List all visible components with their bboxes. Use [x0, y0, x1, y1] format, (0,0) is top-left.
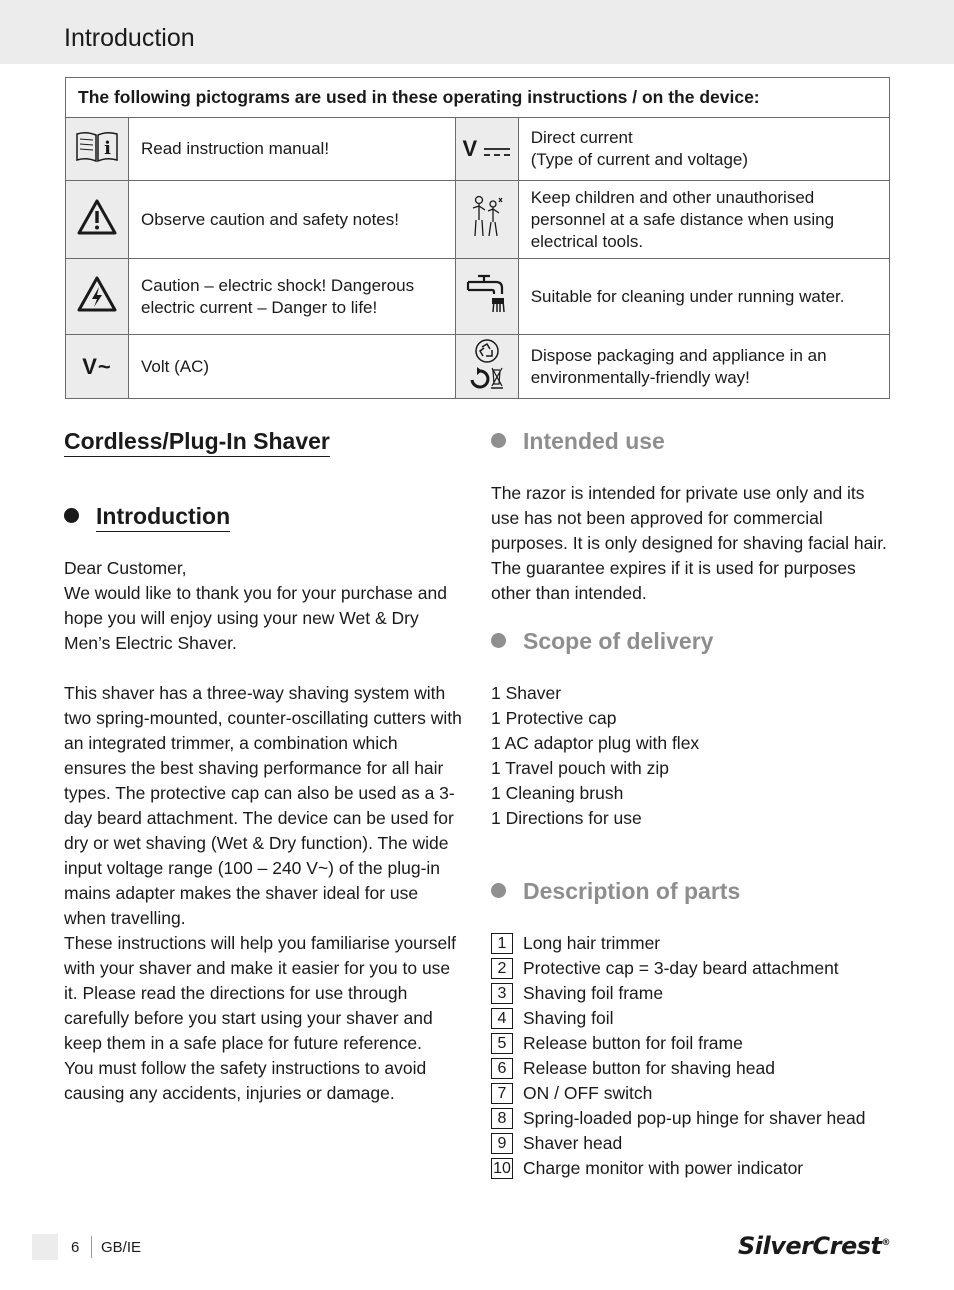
- pictogram-text: Suitable for cleaning under running water.: [518, 259, 889, 335]
- list-item: 1 Directions for use: [491, 808, 642, 828]
- list-item: [491, 981, 865, 1006]
- part-label: Protective cap = 3-day beard attachment: [523, 958, 839, 978]
- part-number: 6: [491, 1058, 513, 1079]
- bullet-icon: [64, 508, 79, 523]
- pictogram-text: Direct current (Type of current and voltage): [518, 118, 889, 181]
- scope-of-delivery-heading: Scope of delivery: [491, 628, 713, 655]
- list-item: [491, 1156, 865, 1181]
- part-number: 9: [491, 1133, 513, 1154]
- introduction-text: Dear Customer, We would like to thank you for your purchase and hope you will enjoy using your new Wet & Dry Men’s Electric Shaver. This shaver has a three-way shaving system with two spring-mounted, counter-oscillating cutters with an integrated trimmer, a combination which ensures the best shaving performance for all hair types. The protective cap can also be used as a 3-day beard attachment. The device can be used for dry or wet shaving (Wet & Dry function). The wide input voltage range (100 – 240 V~) of the plug-in mains adapter makes the shaver ideal for use when travelling. These instructions will help you familiarise yourself with your shaver and make it easier for you to use it. Please read the directions for use through carefully before you start using your shaver and keep them in a safe place for future reference. You must follow the safety instructions to avoid causing any accidents, injuries or damage.: [64, 558, 462, 1103]
- list-item: [491, 1131, 865, 1156]
- running-water-icon: [455, 259, 518, 335]
- part-label: Shaving foil frame: [523, 983, 664, 1003]
- pictogram-row: [66, 118, 890, 181]
- part-label: Charge monitor with power indicator: [523, 1158, 804, 1178]
- list-item: 1 Travel pouch with zip: [491, 758, 670, 778]
- pictogram-text: Caution – electric shock! Dangerous electric current – Danger to life!: [129, 259, 456, 335]
- volt-ac-symbol: V~: [82, 353, 112, 379]
- list-item: [491, 1081, 865, 1106]
- part-label: Long hair trimmer: [523, 933, 661, 953]
- list-item: [491, 1106, 865, 1131]
- direct-current-icon: [455, 118, 518, 181]
- list-item: [491, 956, 865, 981]
- pictogram-text: Observe caution and safety notes!: [129, 181, 456, 259]
- part-number: 10: [491, 1158, 513, 1179]
- pictogram-table: [65, 77, 890, 399]
- introduction-heading: Introduction: [64, 503, 230, 530]
- warning-triangle-icon: [66, 181, 129, 259]
- pictogram-text: Dispose packaging and appliance in an environmentally-friendly way!: [518, 335, 889, 399]
- intended-use-text: The razor is intended for private use only and its use has not been approved for commercial purposes. It is only designed for shaving facial hair. The guarantee expires if it is used for purposes other than intended.: [491, 483, 887, 603]
- list-item: 1 Cleaning brush: [491, 783, 624, 803]
- direct-current-symbol: V: [462, 136, 479, 161]
- recycling-icon: [455, 335, 518, 399]
- intended-use-heading: Intended use: [491, 428, 665, 455]
- part-label: Shaver head: [523, 1133, 623, 1153]
- brand-logo: SilverCrest®: [738, 1232, 890, 1260]
- book-info-icon: [66, 118, 129, 181]
- pictogram-text: Volt (AC): [129, 335, 456, 399]
- pictogram-text: Keep children and other unauthorised personnel at a safe distance when using electrical tools.: [518, 181, 889, 259]
- list-item: [491, 1006, 865, 1031]
- svg-text:i: i: [104, 137, 111, 159]
- part-number: 7: [491, 1083, 513, 1104]
- bullet-icon: [491, 433, 506, 448]
- pictogram-row: [66, 181, 890, 259]
- part-label: Release button for foil frame: [523, 1033, 743, 1053]
- part-label: Release button for shaving head: [523, 1058, 775, 1078]
- pictogram-table-heading: The following pictograms are used in these operating instructions / on the device:: [66, 78, 890, 118]
- footer-marker: [32, 1234, 58, 1260]
- page-title: Introduction: [64, 24, 195, 52]
- description-of-parts-heading: Description of parts: [491, 878, 740, 905]
- children-warning-icon: [455, 181, 518, 259]
- bullet-icon: [491, 633, 506, 648]
- list-item: 1 Protective cap: [491, 708, 617, 728]
- part-number: 3: [491, 983, 513, 1004]
- delivery-list: [491, 681, 699, 831]
- electric-shock-icon: [66, 259, 129, 335]
- list-item: [491, 931, 865, 956]
- part-label: Spring-loaded pop-up hinge for shaver head: [523, 1108, 866, 1128]
- part-number: 2: [491, 958, 513, 979]
- part-number: 8: [491, 1108, 513, 1129]
- parts-list: [491, 931, 865, 1181]
- part-number: 5: [491, 1033, 513, 1054]
- volt-ac-icon: [66, 335, 129, 399]
- part-label: Shaving foil: [523, 1008, 614, 1028]
- pictogram-text: Read instruction manual!: [129, 118, 456, 181]
- list-item: [491, 1031, 865, 1056]
- pictogram-row: [66, 335, 890, 399]
- part-number: 1: [491, 933, 513, 954]
- page-number: 6: [71, 1239, 80, 1256]
- list-item: 1 AC adaptor plug with flex: [491, 733, 700, 753]
- bullet-icon: [491, 883, 506, 898]
- list-item: [491, 1056, 865, 1081]
- list-item: 1 Shaver: [491, 683, 562, 703]
- product-title: Cordless/Plug-In Shaver: [64, 428, 330, 455]
- pictogram-row: [66, 259, 890, 335]
- locale-label: GB/IE: [101, 1239, 142, 1256]
- footer-divider: [91, 1236, 92, 1258]
- part-label: ON / OFF switch: [523, 1083, 653, 1103]
- part-number: 4: [491, 1008, 513, 1029]
